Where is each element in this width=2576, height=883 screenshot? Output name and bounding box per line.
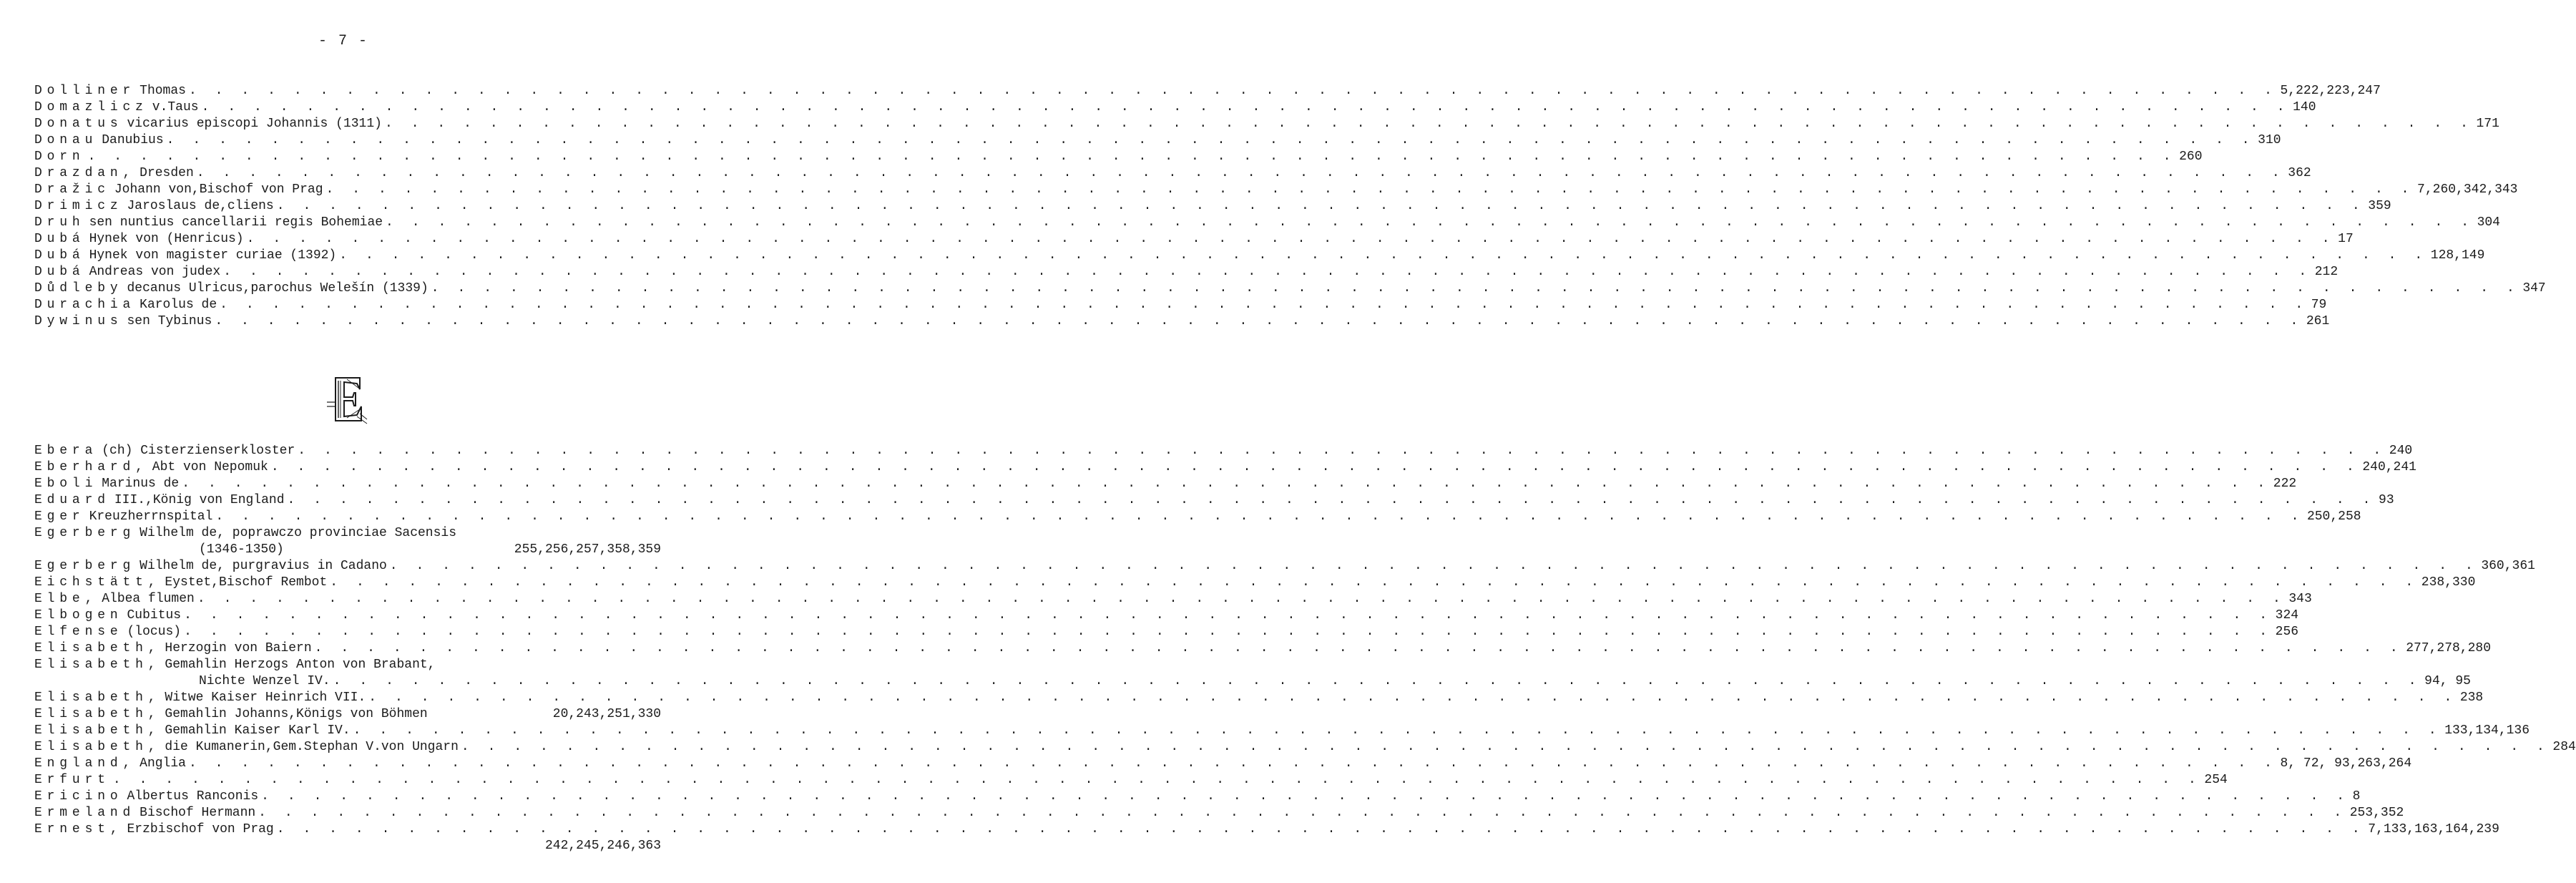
entry-description: (ch) Cisterzienserkloster (102, 444, 295, 458)
entry-headword: Elisabeth, (34, 723, 161, 738)
index-entry-line (34, 215, 2500, 231)
entry-headword: Egerberg (34, 526, 136, 540)
index-entry (34, 264, 2339, 280)
index-entry-line (34, 525, 661, 542)
entry-headword: Elfense (34, 625, 123, 639)
entry-headword: Eger (34, 509, 85, 524)
leader-dots: . . . . . . . . . . . . . . . . . . . . . . . . . . . . . . . . . . . . . . . . . . . . . . . . . . . . . . . . . . . . . . . . . . . . . . . . . . . . . . . . (184, 625, 2273, 639)
entry-headword: Durachia (34, 298, 136, 312)
leader-dots: . . . . . . . . . . . . . . . . . . . . . . . . . . . . . . . . . . . . . . . . . . . . . . . . . . . . . . . . . . . . . . . . . . . . . . . . . . . . . . . . (276, 199, 2366, 213)
entry-page-refs: 8 (2352, 789, 2361, 804)
entry-description: Anglia (139, 756, 186, 771)
index-entry-line (34, 706, 661, 723)
entry-headword: Elbogen (34, 608, 123, 623)
index-entry (34, 198, 2391, 215)
leader-dots: . . . . . . . . . . . . . . . . . . . . . . . . . . . . . . . . . . . . . . . . . . . . . . . . . . . . . . . . . . . . . . . . . . . . . . . . . . . . . . . . (215, 314, 2303, 328)
index-entry (34, 608, 2299, 624)
entry-headword: Elisabeth, (34, 707, 161, 721)
leader-dots: . . . . . . . . . . . . . . . . . . . . . . . . . . . . . . . . . . . . . . . . . . . . . . . . . . . . . . . . . . . . . . . . . . . . . . . . . . . . . . . . (386, 215, 2474, 230)
entry-headword: Ermeland (34, 806, 136, 820)
entry-page-refs: 238,330 (2421, 575, 2476, 590)
index-entry-line (34, 608, 2299, 624)
entry-page-refs: 94, 95 (2424, 674, 2471, 688)
entry-description: Hynek von magister curiae (1392) (89, 248, 337, 263)
index-entry (34, 165, 2311, 182)
entry-page-refs: 238 (2459, 691, 2484, 705)
entry-description: Cubitus (127, 608, 182, 623)
index-entry-continuation (34, 542, 661, 558)
entry-page-refs: 212 (2314, 265, 2339, 279)
index-entry (34, 492, 2394, 509)
entry-description: vicarius episcopi Johannis (1311) (127, 117, 382, 131)
entry-page-refs: 5,222,223,247 (2280, 84, 2381, 98)
entry-page-refs: 93 (2379, 493, 2394, 507)
entry-page-refs: 7,260,342,343 (2417, 182, 2518, 197)
index-entry-line (34, 492, 2394, 509)
entry-description: Marinus de (102, 477, 180, 491)
index-entry-line (34, 476, 2297, 492)
entry-page-refs: 360,361 (2481, 559, 2535, 573)
index-entry-line (34, 248, 2485, 264)
leader-dots: . . . . . . . . . . . . . . . . . . . . . . . . . . . . . . . . . . . . . . . . . . . . . . . . . . . . . . . . . . . . . . . . . . . . . . . . . . . . . . . . (258, 806, 2347, 820)
entry-page-refs: 255,256,257,358,359 (514, 542, 661, 557)
index-entry (34, 575, 2476, 591)
entry-description: Eystet,Bischof Rembot (165, 575, 328, 590)
leader-dots: . . . . . . . . . . . . . . . . . . . . . . . . . . . . . . . . . . . . . . . . . . . . . . . . . . . . . . . . . . . . . . . . . . . . . . . . . . . . . . . . (330, 575, 2419, 590)
index-entry-line (34, 558, 2535, 575)
leader-dots: . . . . . . . . . . . . . . . . . . . . . . . . . . . . . . . . . . . . . . . . . . . . . . . . . . . . . . . . . . . . . . . . . . . . . . . . . . . . . . . . (353, 723, 2442, 738)
index-entry-line (34, 723, 2530, 739)
entry-headword: Elisabeth, (34, 740, 161, 754)
entry-description: decanus Ulricus,parochus Welešín (1339) (127, 281, 428, 296)
index-entry-line (34, 83, 2381, 99)
index-entry (34, 690, 2484, 706)
entry-headword: Dubá (34, 248, 85, 263)
index-entry-line (34, 459, 2416, 476)
index-entry-line (34, 591, 2312, 608)
index-entry-line (34, 165, 2311, 182)
leader-dots: . . . . . . . . . . . . . . . . . . . . . . . . . . . . . . . . . . . . . . . . . . . . . . . . . . . . . . . . . . . . . . . . . . . . . . . . . . . . . . . . (197, 592, 2286, 606)
index-entry-line (34, 772, 2228, 789)
index-entry (34, 99, 2316, 116)
leader-dots: . . . . . . . . . . . . . . . . . . . . . . . . . . . . . . . . . . . . . . . . . . . . . . . . . . . . . . . . . . . . . . . . . . . . . . . . . . . . . . . . (339, 248, 2428, 263)
entry-headword: Egerberg (34, 559, 136, 573)
entry-headword: Druh (34, 215, 85, 230)
entry-description: Karolus de (139, 298, 217, 312)
leader-dots: . . . . . . . . . . . . . . . . . . . . . . . . . . . . . . . . . . . . . . . . . . . . . . . . . . . . . . . . . . . . . . . . . . . . . . . . . . . . . . . . (196, 166, 2286, 180)
entry-description: Wilhelm de, purgravius in Cadano (139, 559, 387, 573)
entry-page-refs: 7,133,163,164,239 (2368, 822, 2499, 836)
index-entry (34, 280, 2546, 297)
entry-continuation-text: Nichte Wenzel IV. (199, 674, 330, 688)
page-number: - 7 - (318, 33, 368, 49)
entry-headword: Dubá (34, 232, 85, 246)
entry-description: Jaroslaus de,cliens (127, 199, 274, 213)
decorative-initial-e (325, 374, 368, 424)
index-entry (34, 248, 2485, 264)
index-entry (34, 657, 2471, 690)
entry-headword: Ebera (34, 444, 98, 458)
entry-page-refs: 140 (2293, 100, 2316, 114)
entry-description: Albertus Ranconis (127, 789, 259, 804)
index-entry-line (34, 264, 2339, 280)
index-entry-continuation (34, 673, 2471, 690)
entry-description: Gemahlin Kaiser Karl IV. (165, 723, 351, 738)
entry-description: Hynek von (Henricus) (89, 232, 244, 246)
entry-page-refs: 304 (2477, 215, 2500, 230)
leader-dots: . . . . . . . . . . . . . . . . . . . . . . . . . . . . . . . . . . . . . . . . . . . . . . . . . . . . . . . . . . . . . . . . . . . . . . . . . . . . . . . . (389, 559, 2479, 573)
entry-page-refs: 79 (2311, 298, 2327, 312)
leader-dots: . . . . . . . . . . . . . . . . . . . . . . . . . . . . . . . . . . . . . . . . . . . . . . . . . . . . . . . . . . . . . . . . . . . . . . . . . . . . . . . . (270, 460, 2360, 474)
leader-dots: . . . . . . . . . . . . . . . . . . . . . . . . . . . . . . . . . . . . . . . . . . . . . . . . . . . . . . . . . . . . . . . . . . . . . . . . . . . . . . . . (461, 740, 2550, 754)
entry-description: die Kumanerin,Gem.Stephan V.von Ungarn (165, 740, 459, 754)
index-entry (34, 116, 2499, 132)
index-entry-line (34, 231, 2354, 248)
entry-headword: Elisabeth, (34, 691, 161, 705)
leader-dots: . . . . . . . . . . . . . . . . . . . . . . . . . . . . . . . . . . . . . . . . . . . . . . . . . . . . . . . . . . . . . . . . . . . . . . . . . . . . . . . . (325, 182, 2415, 197)
index-entry (34, 459, 2416, 476)
entry-description: Gemahlin Johanns,Königs von Böhmen (165, 707, 428, 721)
index-entry-line (34, 756, 2412, 772)
index-entry-line (34, 99, 2316, 116)
entry-headword: Drimicz (34, 199, 123, 213)
entry-headword: Elisabeth, (34, 641, 161, 655)
index-entry (34, 297, 2327, 313)
index-entry (34, 640, 2492, 657)
leader-dots: . . . . . . . . . . . . . . . . . . . . . . . . . . . . . . . . . . . . . . . . . . . . . . . . . . . . . . . . . . . . . . . . . . . . . . . . . . . . . . . . (246, 232, 2336, 246)
entry-headword: Eichstätt, (34, 575, 161, 590)
entry-headword: England, (34, 756, 136, 771)
leader-dots: . . . . . . . . . . . . . . . . . . . . . . . . . . . . . . . . . . . . . . . . . . . . . . . . . . . . . . . . . . . . . . . . . . . . . . . . . . . . . . . . (261, 789, 2350, 804)
entry-headword: Dubá (34, 265, 85, 279)
entry-page-refs: 254 (2204, 773, 2228, 787)
entry-page-refs: 250,258 (2306, 509, 2361, 524)
entry-headword: Dolliner (34, 84, 136, 98)
entry-description: Johann von,Bischof von Prag (114, 182, 323, 197)
index-entry-line (34, 132, 2281, 149)
leader-dots: . . . . . . . . . . . . . . . . . . . . . . . . . . . . . . . . . . . . . . . . . . . . . . . . . . . . . . . . . . . . . . . . . . . . . . . . . . . . . . . . (220, 298, 2308, 312)
leader-dots: . . . . . . . . . . . . . . . . . . . . . . . . . . . . . . . . . . . . . . . . . . . . . . . . . . . . . . . . . . . . . . . . . . . . . . . . . . . . . . . . (112, 773, 2202, 787)
entry-headword: Dražic (34, 182, 110, 197)
leader-dots: . . . . . . . . . . . . . . . . . . . . . . . . . . . . . . . . . . . . . . . . . . . . . . . . . . . . . . . . . . . . . . . . . . . . . . . . . . . . . . . . (188, 84, 2278, 98)
entry-page-refs: 20,243,251,330 (552, 707, 661, 721)
index-entry (34, 723, 2530, 739)
entry-page-refs: 261 (2306, 314, 2330, 328)
index-entry (34, 706, 661, 723)
entry-more-page-refs: 242,245,246,363 (544, 839, 661, 853)
entry-headword: Dywinus (34, 314, 123, 328)
entry-page-refs: 284 (2552, 740, 2576, 754)
entry-page-refs: 253,352 (2349, 806, 2404, 820)
index-entry-line (34, 198, 2391, 215)
entry-continuation-text: (1346-1350) (199, 542, 284, 557)
entry-headword: Donau (34, 133, 98, 147)
index-entry-line (34, 280, 2546, 297)
entry-page-refs: 240,241 (2362, 460, 2416, 474)
index-entry (34, 772, 2228, 789)
index-entry (34, 739, 2576, 756)
entry-headword: Ernest, (34, 822, 123, 836)
leader-dots: . . . . . . . . . . . . . . . . . . . . . . . . . . . . . . . . . . . . . . . . . . . . . . . . . . . . . . . . . . . . . . . . . . . . . . . . . . . . . . . . (384, 117, 2474, 131)
entry-headword: Domazlicz (34, 100, 148, 114)
entry-description: Gemahlin Herzogs Anton von Brabant, (165, 658, 436, 672)
index-entry (34, 756, 2412, 772)
index-entry (34, 182, 2518, 198)
index-entry-line (34, 313, 2330, 330)
leader-dots: . . . . . . . . . . . . . . . . . . . . . . . . . . . . . . . . . . . . . . . . . . . . . . . . . . . . . . . . . . . . . . . . . . . . . . . . . . . . . . . . (333, 674, 2422, 688)
entry-page-refs: 128,149 (2430, 248, 2485, 263)
entry-headword: Elisabeth, (34, 658, 161, 672)
entry-description: Witwe Kaiser Heinrich VII. (165, 691, 366, 705)
entry-page-refs: 324 (2275, 608, 2299, 623)
index-entry-line (34, 739, 2576, 756)
entry-description: Abt von Nepomuk (152, 460, 268, 474)
index-entry (34, 591, 2312, 608)
index-entry-line (34, 116, 2499, 132)
index-entry-line (34, 821, 2499, 838)
entry-headword: Erfurt (34, 773, 110, 787)
entry-page-refs: 362 (2288, 166, 2311, 180)
leader-dots: . . . . . . . . . . . . . . . . . . . . . . . . . . . . . . . . . . . . . . . . . . . . . . . . . . . . . . . . . . . . . . . . . . . . . . . . . . . . . . . . (201, 100, 2291, 114)
entry-headword: Eberhard, (34, 460, 148, 474)
index-entry-line (34, 789, 2361, 805)
entry-description: Bischof Hermann (139, 806, 256, 820)
entry-headword: Drazdan, (34, 166, 136, 180)
entry-description: Danubius (102, 133, 164, 147)
entry-description: Kreuzherrnspital (89, 509, 213, 524)
index-entry (34, 476, 2297, 492)
entry-description: Herzogin von Baiern (165, 641, 312, 655)
entry-page-refs: 359 (2368, 199, 2391, 213)
index-entry-line (34, 575, 2476, 591)
entry-description: III.,König von England (114, 493, 285, 507)
leader-dots: . . . . . . . . . . . . . . . . . . . . . . . . . . . . . . . . . . . . . . . . . . . . . . . . . . . . . . . . . . . . . . . . . . . . . . . . . . . . . . . . (314, 641, 2404, 655)
index-entry (34, 509, 2361, 525)
index-section-d (34, 83, 2546, 330)
entry-page-refs: 17 (2338, 232, 2354, 246)
leader-dots: . . . . . . . . . . . . . . . . . . . . . . . . . . . . . . . . . . . . . . . . . . . . . . . . . . . . . . . . . . . . . . . . . . . . . . . . . . . . . . . . (223, 265, 2312, 279)
entry-page-refs: 310 (2258, 133, 2281, 147)
leader-dots: . . . . . . . . . . . . . . . . . . . . . . . . . . . . . . . . . . . . . . . . . . . . . . . . . . . . . . . . . . . . . . . . . . . . . . . . . . . . . . . . (215, 509, 2304, 524)
index-entry-line (34, 657, 661, 673)
leader-dots: . . . . . . . . . . . . . . . . . . . . . . . . . . . . . . . . . . . . . . . . . . . . . . . . . . . . . . . . . . . . . . . . . . . . . . . . . . . . . . . . (287, 493, 2376, 507)
entry-description: Albea flumen (102, 592, 195, 606)
index-entry (34, 443, 2413, 459)
leader-dots: . . . . . . . . . . . . . . . . . . . . . . . . . . . . . . . . . . . . . . . . . . . . . . . . . . . . . . . . . . . . . . . . . . . . . . . . . . . . . . . . (166, 133, 2256, 147)
entry-description: Andreas von judex (89, 265, 221, 279)
entry-description: Erzbischof von Prag (127, 822, 274, 836)
entry-page-refs: 277,278,280 (2406, 641, 2492, 655)
entry-headword: Eboli (34, 477, 98, 491)
index-entry-line (34, 805, 2404, 821)
index-entry (34, 805, 2404, 821)
entry-page-refs: 222 (2273, 477, 2297, 491)
entry-headword: Ericino (34, 789, 123, 804)
index-section-e (34, 443, 2576, 854)
entry-page-refs: 260 (2179, 150, 2203, 164)
leader-dots: . . . . . . . . . . . . . . . . . . . . . . . . . . . . . . . . . . . . . . . . . . . . . . . . . . . . . . . . . . . . . . . . . . . . . . . . . . . . . . . . (182, 477, 2271, 491)
entry-page-refs: 347 (2522, 281, 2546, 296)
entry-headword: Elbe, (34, 592, 98, 606)
entry-page-refs: 256 (2275, 625, 2299, 639)
index-entry (34, 215, 2500, 231)
index-entry (34, 789, 2361, 805)
index-entry (34, 313, 2330, 330)
entry-headword: Donatus (34, 117, 123, 131)
leader-dots: . . . . . . . . . . . . . . . . . . . . . . . . . . . . . . . . . . . . . . . . . . . . . . . . . . . . . . . . . . . . . . . . . . . . . . . . . . . . . . . . (368, 691, 2457, 705)
index-entry (34, 558, 2535, 575)
entry-headword: Dorn (34, 150, 85, 164)
leader-dots: . . . . . . . . . . . . . . . . . . . . . . . . . . . . . . . . . . . . . . . . . . . . . . . . . . . . . . . . . . . . . . . . . . . . . . . . . . . . . . . . (87, 150, 2177, 164)
leader-dots: . . . . . . . . . . . . . . . . . . . . . . . . . . . . . . . . . . . . . . . . . . . . . . . . . . . . . . . . . . . . . . . . . . . . . . . . . . . . . . . . (298, 444, 2386, 458)
index-entry-line (34, 640, 2492, 657)
index-entry-line (34, 149, 2203, 165)
entry-description: v.Taus (152, 100, 199, 114)
index-entry-line (34, 624, 2299, 640)
index-entry (34, 624, 2299, 640)
entry-page-refs: 343 (2288, 592, 2312, 606)
index-entry (34, 149, 2203, 165)
entry-headword: Eduard (34, 493, 110, 507)
entry-page-refs: 240 (2389, 444, 2413, 458)
index-entry (34, 231, 2354, 248)
entry-description: (locus) (127, 625, 182, 639)
leader-dots: . . . . . . . . . . . . . . . . . . . . . . . . . . . . . . . . . . . . . . . . . . . . . . . . . . . . . . . . . . . . . . . . . . . . . . . . . . . . . . . . (431, 281, 2520, 296)
leader-dots: . . . . . . . . . . . . . . . . . . . . . . . . . . . . . . . . . . . . . . . . . . . . . . . . . . . . . . . . . . . . . . . . . . . . . . . . . . . . . . . . (184, 608, 2273, 623)
index-entry-line (34, 182, 2518, 198)
entry-headword: Důdleby (34, 281, 123, 296)
entry-description: sen nuntius cancellarii regis Bohemiae (89, 215, 383, 230)
index-entry-line (34, 509, 2361, 525)
leader-dots: . . . . . . . . . . . . . . . . . . . . . . . . . . . . . . . . . . . . . . . . . . . . . . . . . . . . . . . . . . . . . . . . . . . . . . . . . . . . . . . . (188, 756, 2278, 771)
index-entry-line (34, 297, 2327, 313)
index-entry (34, 525, 661, 558)
index-entry (34, 821, 2499, 854)
entry-page-refs: 133,134,136 (2444, 723, 2530, 738)
entry-description: Thomas (139, 84, 186, 98)
index-entry-line (34, 690, 2484, 706)
entry-description: Dresden (139, 166, 194, 180)
index-entry (34, 83, 2381, 99)
entry-description: sen Tybinus (127, 314, 212, 328)
leader-dots: . . . . . . . . . . . . . . . . . . . . . . . . . . . . . . . . . . . . . . . . . . . . . . . . . . . . . . . . . . . . . . . . . . . . . . . . . . . . . . . . (276, 822, 2366, 836)
entry-page-refs: 8, 72, 93,263,264 (2280, 756, 2412, 771)
index-entry-line (34, 443, 2413, 459)
entry-page-refs: 171 (2476, 117, 2499, 131)
index-entry (34, 132, 2281, 149)
entry-description: Wilhelm de, poprawczo provinciae Sacensis (139, 526, 457, 540)
